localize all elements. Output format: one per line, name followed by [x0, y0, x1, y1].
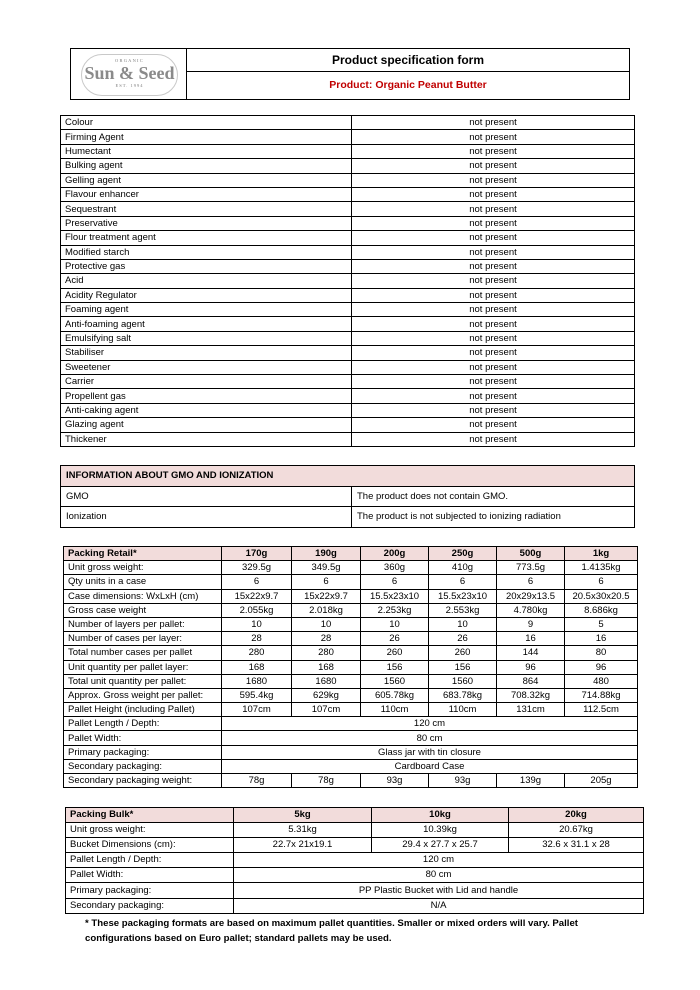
retail-merged-value: 80 cm [222, 731, 638, 745]
retail-cell: 864 [497, 674, 565, 688]
retail-cell: 773.5g [497, 561, 565, 575]
additive-name: Sequestrant [61, 202, 352, 216]
retail-row-label: Total unit quantity per pallet: [64, 674, 222, 688]
additive-name: Emulsifying salt [61, 331, 352, 345]
retail-cell: 6 [565, 575, 638, 589]
bulk-cell: 29.4 x 27.7 x 25.7 [372, 838, 509, 853]
retail-row-label: Unit quantity per pallet layer: [64, 660, 222, 674]
retail-row [64, 632, 638, 646]
retail-cell: 78g [222, 774, 292, 788]
bulk-heading-row [66, 808, 644, 823]
retail-cell: 107cm [292, 703, 361, 717]
bulk-cell: 22.7x 21x19.1 [234, 838, 372, 853]
retail-row [64, 688, 638, 702]
retail-cell: 28 [292, 632, 361, 646]
additive-name: Flour treatment agent [61, 231, 352, 245]
additive-status: not present [352, 231, 635, 245]
retail-cell: 714.88kg [565, 688, 638, 702]
gmo-heading: INFORMATION ABOUT GMO AND IONIZATION [61, 466, 635, 487]
retail-size-header: 1kg [565, 547, 638, 561]
retail-cell: 6 [497, 575, 565, 589]
retail-cell: 260 [429, 646, 497, 660]
retail-cell: 10 [222, 617, 292, 631]
bulk-cell: 32.6 x 31.1 x 28 [509, 838, 644, 853]
retail-cell: 156 [361, 660, 429, 674]
bulk-row [66, 823, 644, 838]
retail-row-label: Pallet Height (including Pallet) [64, 703, 222, 717]
retail-cell: 15.5x23x10 [429, 589, 497, 603]
retail-row [64, 617, 638, 631]
additive-row [61, 216, 635, 230]
additive-status: not present [352, 216, 635, 230]
additive-row [61, 259, 635, 273]
retail-merged-value: Glass jar with tin closure [222, 745, 638, 759]
retail-cell: 1680 [222, 674, 292, 688]
brand-logo [81, 54, 178, 96]
additive-status: not present [352, 375, 635, 389]
retail-row-label: Number of layers per pallet: [64, 617, 222, 631]
bulk-merged-value: 80 cm [234, 868, 644, 883]
retail-cell: 96 [497, 660, 565, 674]
retail-row [64, 660, 638, 674]
retail-row [64, 674, 638, 688]
retail-row [64, 703, 638, 717]
retail-cell: 5 [565, 617, 638, 631]
gmo-ionization-table [60, 465, 635, 528]
retail-row-label: Qty units in a case [64, 575, 222, 589]
retail-cell: 144 [497, 646, 565, 660]
retail-cell: 2.253kg [361, 603, 429, 617]
retail-cell: 156 [429, 660, 497, 674]
retail-cell: 96 [565, 660, 638, 674]
retail-heading-row [64, 547, 638, 561]
bulk-size-header: 5kg [234, 808, 372, 823]
retail-size-header: 200g [361, 547, 429, 561]
additive-row [61, 375, 635, 389]
bulk-merged-row [66, 868, 644, 883]
retail-cell: 139g [497, 774, 565, 788]
bulk-row [66, 838, 644, 853]
retail-cell: 10 [292, 617, 361, 631]
retail-cell: 2.553kg [429, 603, 497, 617]
retail-size-header: 250g [429, 547, 497, 561]
retail-size-header: 170g [222, 547, 292, 561]
bulk-merged-row [66, 883, 644, 898]
retail-cell: 93g [361, 774, 429, 788]
retail-cell: 708.32kg [497, 688, 565, 702]
additive-name: Propellent gas [61, 389, 352, 403]
additive-name: Carrier [61, 375, 352, 389]
retail-cell: 110cm [429, 703, 497, 717]
additive-name: Preservative [61, 216, 352, 230]
additive-row [61, 288, 635, 302]
retail-row-label: Pallet Length / Depth: [64, 717, 222, 731]
retail-cell: 26 [361, 632, 429, 646]
retail-cell: 6 [292, 575, 361, 589]
additive-name: Thickener [61, 432, 352, 446]
retail-cell: 1560 [429, 674, 497, 688]
additive-status: not present [352, 144, 635, 158]
retail-cell: 629kg [292, 688, 361, 702]
additive-status: not present [352, 360, 635, 374]
retail-row-label: Pallet Width: [64, 731, 222, 745]
retail-cell: 20.5x30x20.5 [565, 589, 638, 603]
retail-size-header: 190g [292, 547, 361, 561]
retail-merged-row [64, 717, 638, 731]
additive-name: Foaming agent [61, 303, 352, 317]
additive-row [61, 331, 635, 345]
retail-row [64, 646, 638, 660]
retail-cell: 16 [497, 632, 565, 646]
retail-cell: 6 [429, 575, 497, 589]
bulk-row-label: Pallet Length / Depth: [66, 853, 234, 868]
additive-status: not present [352, 202, 635, 216]
additive-name: Bulking agent [61, 159, 352, 173]
bulk-merged-row [66, 898, 644, 913]
retail-cell: 260 [361, 646, 429, 660]
additive-name: Protective gas [61, 259, 352, 273]
additive-status: not present [352, 159, 635, 173]
additive-row [61, 187, 635, 201]
additive-row [61, 418, 635, 432]
retail-cell: 10 [429, 617, 497, 631]
packing-bulk-table [65, 807, 644, 914]
logo-est-text: EST. 1994 [115, 83, 144, 88]
retail-size-header: 500g [497, 547, 565, 561]
ionization-label: Ionization [61, 507, 352, 528]
retail-row [64, 603, 638, 617]
additive-row [61, 403, 635, 417]
additive-status: not present [352, 116, 635, 130]
spec-header [70, 48, 630, 100]
retail-cell: 9 [497, 617, 565, 631]
retail-cell: 20x29x13.5 [497, 589, 565, 603]
retail-cell: 112.5cm [565, 703, 638, 717]
additive-status: not present [352, 389, 635, 403]
additive-row [61, 317, 635, 331]
retail-cell: 26 [429, 632, 497, 646]
retail-cell: 360g [361, 561, 429, 575]
bulk-cell: 5.31kg [234, 823, 372, 838]
retail-cell: 78g [292, 774, 361, 788]
additive-name: Glazing agent [61, 418, 352, 432]
ionization-value: The product is not subjected to ionizing radiation [352, 507, 635, 528]
retail-row [64, 575, 638, 589]
bulk-size-header: 20kg [509, 808, 644, 823]
additive-status: not present [352, 130, 635, 144]
gmo-heading-row [61, 466, 635, 487]
bulk-row-label: Primary packaging: [66, 883, 234, 898]
retail-cell: 28 [222, 632, 292, 646]
additive-row [61, 245, 635, 259]
additive-status: not present [352, 259, 635, 273]
additive-row [61, 432, 635, 446]
retail-cell: 480 [565, 674, 638, 688]
retail-heading: Packing Retail* [64, 547, 222, 561]
retail-cell: 605.78kg [361, 688, 429, 702]
bulk-row-label: Secondary packaging: [66, 898, 234, 913]
product-name: Product: Organic Peanut Butter [329, 79, 487, 91]
logo-brand-text: Sun & Seed [84, 63, 175, 83]
bulk-row-label: Pallet Width: [66, 868, 234, 883]
additive-status: not present [352, 303, 635, 317]
bulk-merged-value: N/A [234, 898, 644, 913]
bulk-size-header: 10kg [372, 808, 509, 823]
additive-row [61, 231, 635, 245]
additive-name: Acidity Regulator [61, 288, 352, 302]
retail-cell: 6 [222, 575, 292, 589]
additive-status: not present [352, 403, 635, 417]
retail-merged-value: 120 cm [222, 717, 638, 731]
retail-cell: 1560 [361, 674, 429, 688]
additive-status: not present [352, 418, 635, 432]
additive-status: not present [352, 288, 635, 302]
gmo-row [61, 486, 635, 507]
bulk-merged-row [66, 853, 644, 868]
retail-merged-value: Cardboard Case [222, 759, 638, 773]
retail-cell: 110cm [361, 703, 429, 717]
bulk-merged-value: PP Plastic Bucket with Lid and handle [234, 883, 644, 898]
additive-status: not present [352, 317, 635, 331]
additive-name: Acid [61, 274, 352, 288]
additive-name: Sweetener [61, 360, 352, 374]
retail-row-label: Gross case weight [64, 603, 222, 617]
additive-row [61, 159, 635, 173]
retail-cell: 10 [361, 617, 429, 631]
retail-cell: 131cm [497, 703, 565, 717]
retail-cell: 15x22x9.7 [222, 589, 292, 603]
retail-cell: 1.4135kg [565, 561, 638, 575]
additive-status: not present [352, 346, 635, 360]
additive-row [61, 360, 635, 374]
retail-cell: 683.78kg [429, 688, 497, 702]
gmo-value: The product does not contain GMO. [352, 486, 635, 507]
retail-cell: 1680 [292, 674, 361, 688]
additive-row [61, 144, 635, 158]
logo-organic-text: ORGANIC [115, 58, 144, 63]
gmo-label: GMO [61, 486, 352, 507]
additive-name: Firming Agent [61, 130, 352, 144]
retail-cell: 8.686kg [565, 603, 638, 617]
packing-retail-table [63, 546, 638, 788]
retail-cell: 205g [565, 774, 638, 788]
retail-cell: 168 [222, 660, 292, 674]
retail-row-label: Case dimensions: WxLxH (cm) [64, 589, 222, 603]
additive-name: Modified starch [61, 245, 352, 259]
retail-cell: 410g [429, 561, 497, 575]
retail-cell: 168 [292, 660, 361, 674]
additive-status: not present [352, 274, 635, 288]
retail-row [64, 589, 638, 603]
additive-status: not present [352, 245, 635, 259]
additive-name: Anti-foaming agent [61, 317, 352, 331]
retail-row-label: Approx. Gross weight per pallet: [64, 688, 222, 702]
retail-cell: 595.4kg [222, 688, 292, 702]
retail-row-label: Number of cases per layer: [64, 632, 222, 646]
additive-row [61, 274, 635, 288]
retail-cell: 80 [565, 646, 638, 660]
additive-status: not present [352, 432, 635, 446]
additive-name: Humectant [61, 144, 352, 158]
additive-row [61, 346, 635, 360]
retail-merged-row [64, 745, 638, 759]
bulk-row-label: Bucket Dimensions (cm): [66, 838, 234, 853]
packaging-footnote: * These packaging formats are based on maximum pallet quantities. Smaller or mixed orders will vary. Pallet configurations based on Euro pallet; standard pallets may be used. [85, 918, 579, 944]
bulk-cell: 20.67kg [509, 823, 644, 838]
retail-cell: 280 [292, 646, 361, 660]
retail-secondary-weight-row [64, 774, 638, 788]
retail-cell: 2.018kg [292, 603, 361, 617]
additive-name: Flavour enhancer [61, 187, 352, 201]
retail-cell: 2.055kg [222, 603, 292, 617]
retail-cell: 15x22x9.7 [292, 589, 361, 603]
additive-name: Anti-caking agent [61, 403, 352, 417]
bulk-row-label: Unit gross weight: [66, 823, 234, 838]
additive-name: Colour [61, 116, 352, 130]
additive-row [61, 173, 635, 187]
retail-merged-row [64, 759, 638, 773]
retail-row-label: Secondary packaging weight: [64, 774, 222, 788]
additive-row [61, 303, 635, 317]
retail-cell: 280 [222, 646, 292, 660]
additive-status: not present [352, 173, 635, 187]
form-title: Product specification form [187, 49, 629, 72]
retail-row-label: Secondary packaging: [64, 759, 222, 773]
retail-cell: 15.5x23x10 [361, 589, 429, 603]
retail-cell: 6 [361, 575, 429, 589]
retail-row [64, 561, 638, 575]
ionization-row [61, 507, 635, 528]
retail-cell: 4.780kg [497, 603, 565, 617]
retail-cell: 16 [565, 632, 638, 646]
retail-cell: 329.5g [222, 561, 292, 575]
retail-cell: 107cm [222, 703, 292, 717]
bulk-cell: 10.39kg [372, 823, 509, 838]
additive-row [61, 389, 635, 403]
additive-row [61, 202, 635, 216]
additive-name: Gelling agent [61, 173, 352, 187]
additive-status: not present [352, 187, 635, 201]
retail-row-label: Primary packaging: [64, 745, 222, 759]
retail-row-label: Total number cases per pallet [64, 646, 222, 660]
retail-cell: 349.5g [292, 561, 361, 575]
retail-merged-row [64, 731, 638, 745]
logo-cell [71, 49, 187, 99]
additive-row [61, 116, 635, 130]
retail-row-label: Unit gross weight: [64, 561, 222, 575]
retail-cell: 93g [429, 774, 497, 788]
bulk-merged-value: 120 cm [234, 853, 644, 868]
additive-name: Stabiliser [61, 346, 352, 360]
additive-row [61, 130, 635, 144]
bulk-heading: Packing Bulk* [66, 808, 234, 823]
additives-table [60, 115, 635, 447]
additive-status: not present [352, 331, 635, 345]
